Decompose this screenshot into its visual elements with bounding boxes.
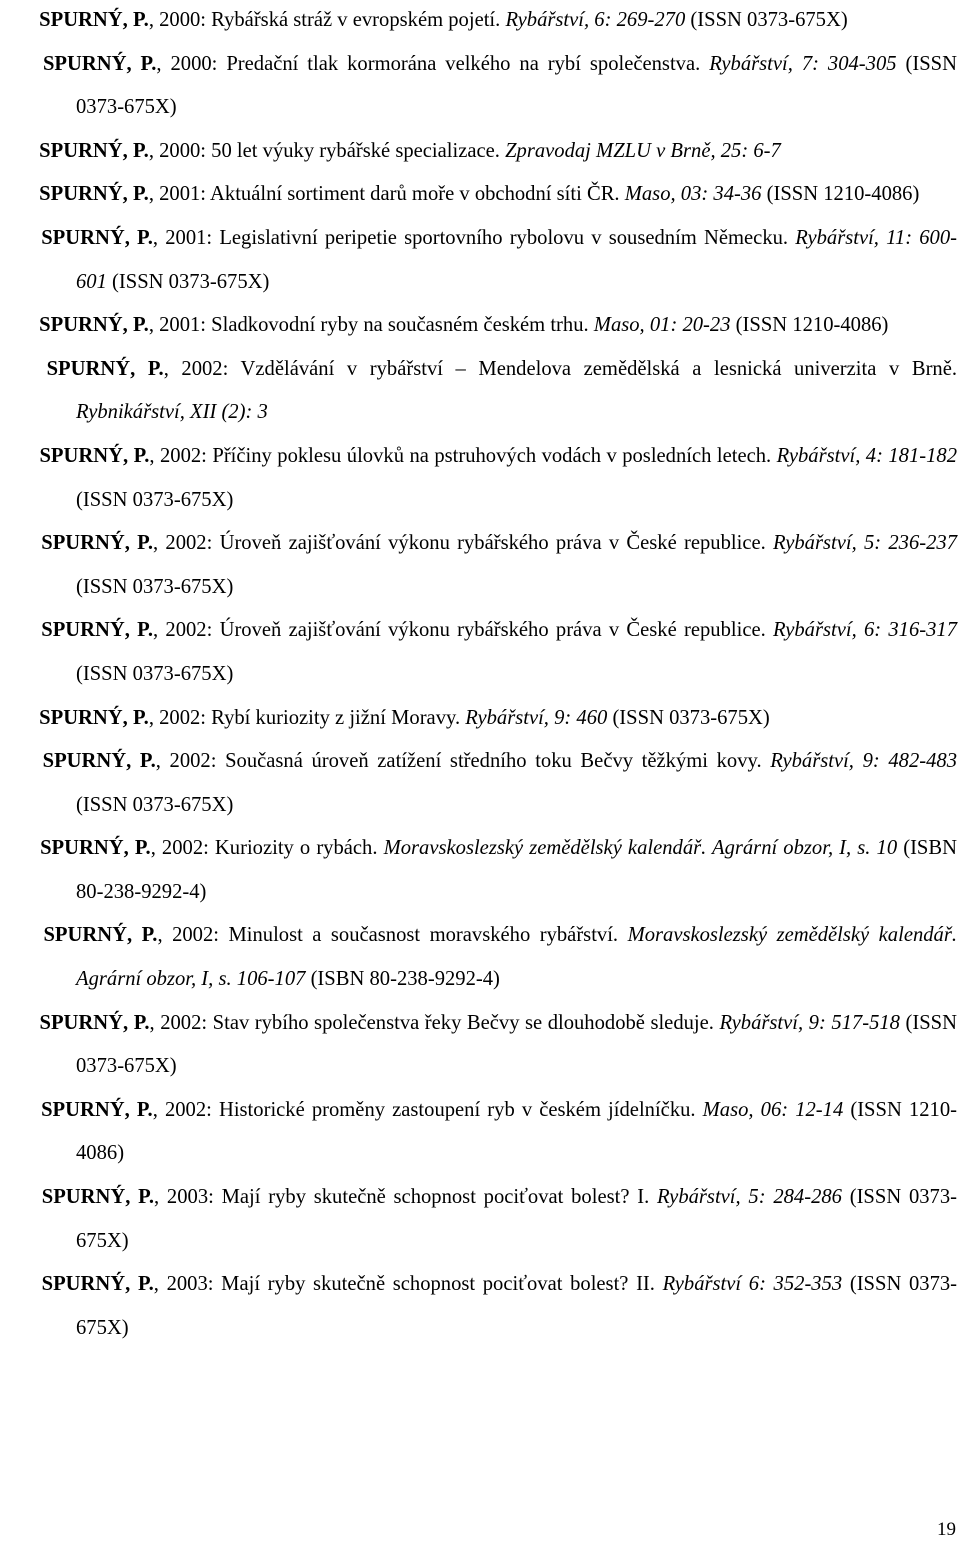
reference-year: , 2001:	[148, 183, 211, 206]
reference-author: SPURNÝ, P.	[42, 750, 156, 773]
reference-source: Rybářství 6: 352-353	[662, 1273, 843, 1296]
reference-source: Rybářství, 5: 284-286	[656, 1186, 842, 1209]
reference-source: Maso, 01: 20-23	[593, 314, 731, 337]
reference-source: Moravskoslezský zemědělský kalendář. Agrární obzor, I, s. 106-107	[76, 924, 958, 991]
reference-number	[0, 914, 34, 958]
reference-title: Minulost a současnost moravského rybářství.	[228, 924, 628, 947]
reference-author: SPURNÝ, P.	[40, 837, 151, 860]
reference-title: Rybářská stráž v evropském pojetí.	[211, 9, 506, 31]
reference-title: Stav rybího společenstva řeky Bečvy se dlouhodobě sleduje.	[212, 1011, 720, 1034]
reference-title: Současná úroveň zatížení středního toku Bečvy těžkými kovy.	[225, 750, 771, 773]
reference-title: Rybí kuriozity z jižní Moravy.	[211, 706, 466, 729]
reference-source: Maso, 06: 12-14	[702, 1098, 844, 1121]
reference-number	[0, 435, 34, 479]
reference-number	[0, 609, 34, 653]
reference-source: Moravskoslezský zemědělský kalendář. Agrární obzor, I, s. 10	[383, 837, 898, 860]
reference-entry	[0, 1263, 957, 1350]
reference-number	[0, 522, 34, 566]
reference-title: Vzdělávání v rybářství – Mendelova zemědělská a lesnická univerzita v Brně.	[240, 357, 958, 380]
reference-number	[0, 173, 34, 217]
reference-author: SPURNÝ, P.	[41, 226, 153, 249]
reference-title: Úroveň zajišťování výkonu rybářského práva v České republice.	[219, 532, 774, 555]
reference-identifier: (ISSN 0373-675X)	[76, 488, 234, 511]
reference-entry	[0, 0, 957, 43]
reference-number	[0, 1002, 34, 1046]
reference-source: Rybářství, 7: 304-305	[709, 52, 897, 75]
reference-source: Rybářství, 9: 482-483	[770, 750, 957, 773]
reference-title: Aktuální sortiment darů moře v obchodní síti ČR.	[210, 183, 625, 206]
reference-source: Rybnikářství, XII (2): 3	[76, 401, 268, 424]
reference-author: SPURNÝ, P.	[41, 532, 154, 555]
reference-identifier: (ISSN 0373-675X)	[685, 9, 848, 31]
reference-title: Predační tlak kormorána velkého na rybí společenstva.	[226, 52, 710, 75]
reference-author: SPURNÝ, P.	[41, 1098, 153, 1121]
reference-identifier: (ISSN 0373-675X)	[76, 1011, 957, 1078]
reference-author: SPURNÝ, P.	[41, 619, 154, 642]
reference-title: Mají ryby skutečně schopnost pociťovat bolest? II.	[221, 1273, 663, 1296]
reference-entry	[0, 1002, 957, 1089]
reference-title: Mají ryby skutečně schopnost pociťovat bolest? I.	[221, 1186, 657, 1209]
reference-source: Rybářství, 6: 269-270	[505, 9, 686, 31]
reference-number	[0, 304, 34, 348]
reference-source: Rybářství, 6: 316-317	[773, 619, 958, 642]
reference-author: SPURNÝ, P.	[39, 9, 149, 31]
reference-source: Rybářství, 4: 181-182	[776, 444, 958, 467]
reference-title: 50 let výuky rybářské specializace.	[211, 139, 506, 162]
reference-title: Úroveň zajišťování výkonu rybářského práva v České republice.	[219, 619, 774, 642]
reference-entry	[0, 697, 957, 741]
reference-entry	[0, 1089, 957, 1176]
reference-author: SPURNÝ, P.	[41, 1186, 155, 1209]
reference-author: SPURNÝ, P.	[41, 1273, 154, 1296]
reference-entry	[0, 435, 957, 522]
reference-year: , 2002:	[149, 1011, 213, 1034]
reference-author: SPURNÝ, P.	[43, 924, 158, 947]
reference-year: , 2002:	[148, 706, 212, 729]
reference-entry	[0, 43, 957, 130]
reference-identifier: (ISSN 0373-675X)	[607, 706, 770, 729]
reference-number	[0, 827, 34, 871]
reference-author: SPURNÝ, P.	[39, 444, 150, 467]
reference-number	[0, 348, 34, 392]
reference-identifier: (ISSN 0373-675X)	[106, 270, 270, 293]
reference-identifier: (ISBN 80-238-9292-4)	[305, 968, 500, 991]
reference-author: SPURNÝ, P.	[39, 706, 149, 729]
reference-identifier: (ISSN 0373-675X)	[76, 793, 234, 816]
reference-identifier: (ISSN 1210-4086)	[76, 1098, 957, 1165]
reference-year: , 2002:	[163, 357, 241, 380]
reference-year: , 2002:	[152, 1098, 219, 1121]
reference-identifier: (ISSN 1210-4086)	[761, 183, 920, 206]
reference-number	[0, 1263, 34, 1307]
reference-identifier: (ISSN 0373-675X)	[76, 575, 234, 598]
reference-year: , 2002:	[153, 532, 220, 555]
reference-entry	[0, 914, 957, 1001]
reference-entry	[0, 304, 957, 348]
reference-year: , 2000:	[148, 9, 212, 31]
reference-title: Příčiny poklesu úlovků na pstruhových vodách v posledních letech.	[212, 444, 777, 467]
reference-entry	[0, 130, 957, 174]
reference-year: , 2002:	[153, 619, 220, 642]
reference-author: SPURNÝ, P.	[46, 357, 164, 380]
reference-year: , 2003:	[154, 1186, 222, 1209]
reference-source: Rybářství, 9: 517-518	[719, 1011, 900, 1034]
reference-number	[0, 130, 34, 174]
reference-year: , 2003:	[153, 1273, 222, 1296]
reference-title: Kuriozity o rybách.	[214, 837, 384, 860]
reference-source: Rybářství, 5: 236-237	[773, 532, 958, 555]
reference-entry	[0, 173, 957, 217]
reference-title: Legislativní peripetie sportovního rybolovu v sousedním Německu.	[219, 226, 796, 249]
reference-number	[0, 1176, 34, 1220]
reference-source: Maso, 03: 34-36	[624, 183, 762, 206]
reference-entry	[0, 609, 957, 696]
reference-source: Zpravodaj MZLU v Brně, 25: 6-7	[505, 139, 781, 162]
reference-source: Rybářství, 11: 600-601	[76, 226, 957, 293]
reference-author: SPURNÝ, P.	[39, 314, 149, 337]
reference-title: Sladkovodní ryby na současném českém trhu.	[211, 314, 594, 337]
page-number: 19	[937, 1519, 956, 1540]
reference-year: , 2001:	[148, 314, 212, 337]
reference-number	[0, 217, 34, 261]
reference-entry	[0, 217, 957, 304]
reference-year: , 2000:	[156, 52, 227, 75]
reference-entry	[0, 522, 957, 609]
reference-entry	[0, 740, 957, 827]
reference-author: SPURNÝ, P.	[39, 139, 149, 162]
reference-entry	[0, 1176, 957, 1263]
reference-year: , 2002:	[150, 837, 215, 860]
reference-year: , 2001:	[152, 226, 220, 249]
reference-identifier: (ISSN 0373-675X)	[76, 52, 957, 119]
reference-identifier: (ISSN 1210-4086)	[730, 314, 889, 337]
reference-number	[0, 43, 34, 87]
reference-year: , 2002:	[149, 444, 213, 467]
reference-author: SPURNÝ, P.	[39, 1011, 150, 1034]
reference-identifier: (ISSN 0373-675X)	[76, 1186, 958, 1252]
reference-number	[0, 697, 34, 741]
reference-source: Rybářství, 9: 460	[465, 706, 608, 729]
reference-number	[0, 0, 34, 43]
reference-year: , 2000:	[148, 139, 212, 162]
reference-author: SPURNÝ, P.	[42, 52, 157, 75]
reference-year: , 2002:	[157, 924, 229, 947]
reference-number	[0, 1089, 34, 1133]
reference-entry	[0, 827, 957, 914]
reference-identifier: (ISBN 80-238-9292-4)	[76, 837, 957, 903]
reference-identifier: (ISSN 0373-675X)	[76, 662, 234, 685]
reference-author: SPURNÝ, P.	[39, 183, 149, 206]
reference-year: , 2002:	[155, 750, 226, 773]
reference-number	[0, 740, 34, 784]
reference-entry	[0, 348, 957, 435]
reference-identifier: (ISSN 0373-675X)	[76, 1273, 958, 1339]
reference-title: Historické proměny zastoupení ryb v českém jídelníčku.	[218, 1098, 703, 1121]
